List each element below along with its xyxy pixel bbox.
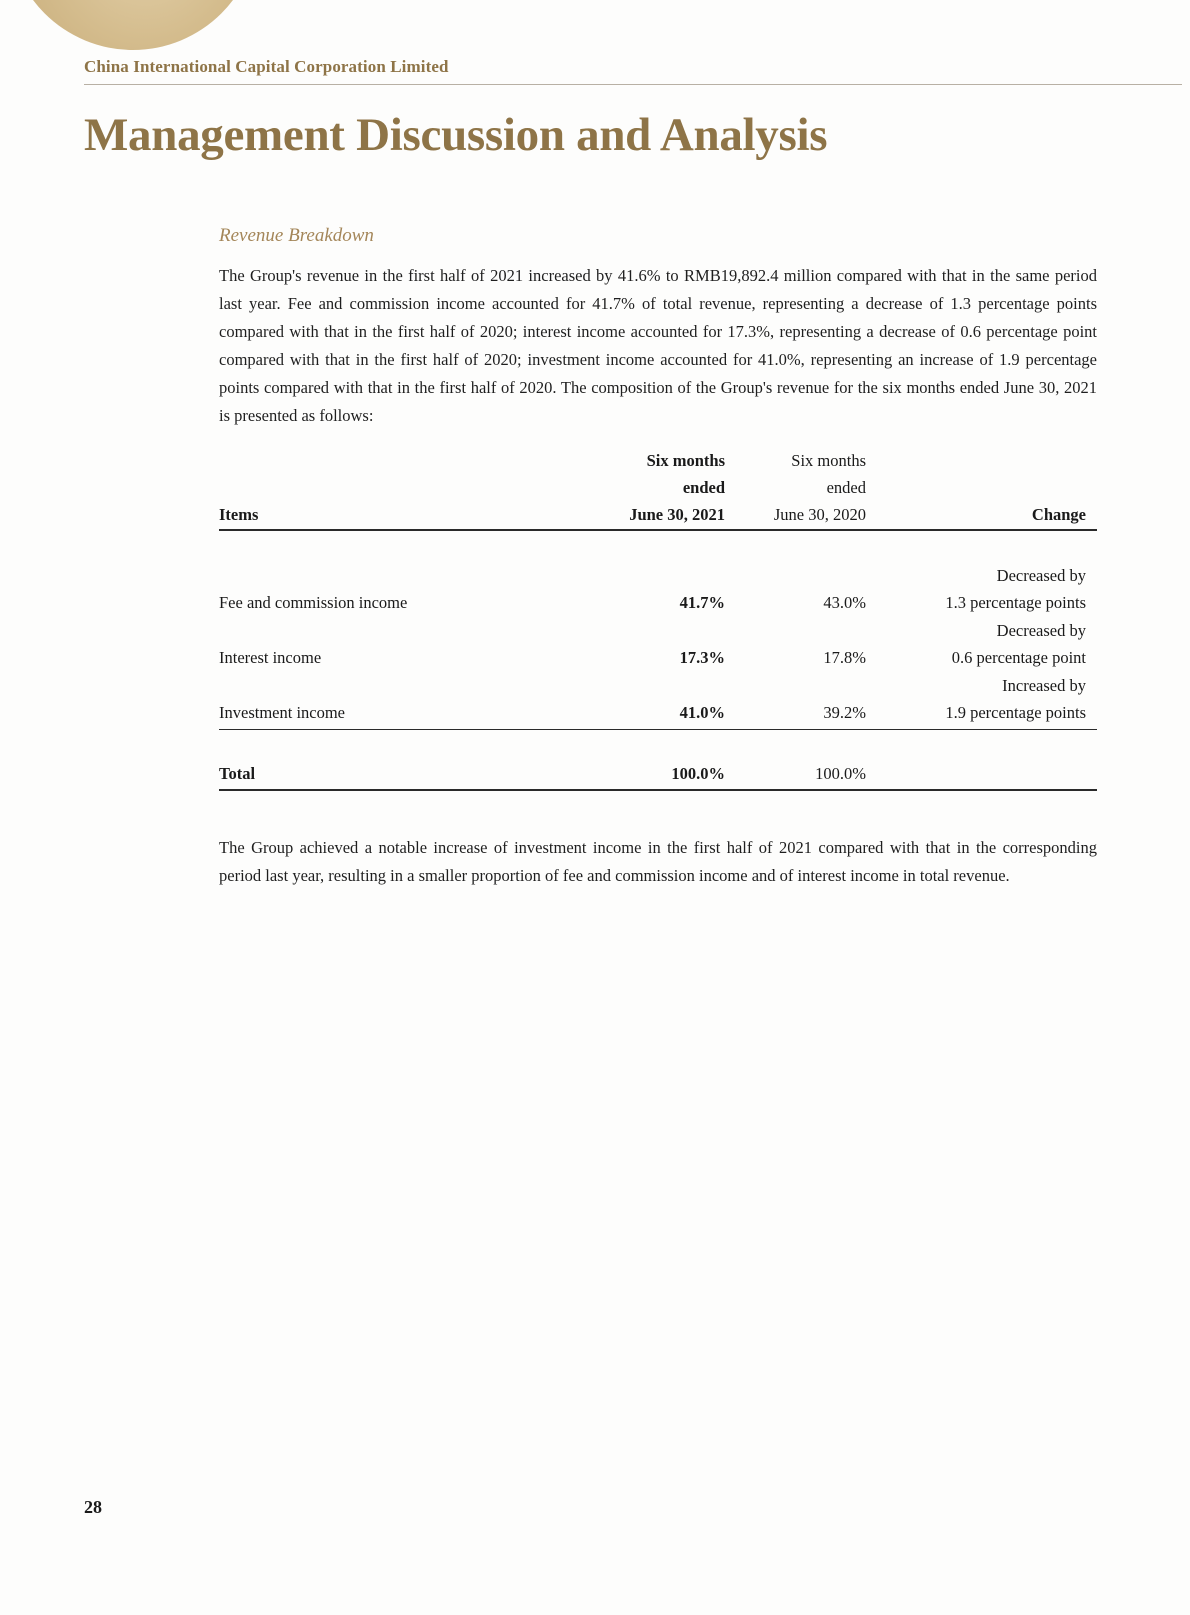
page-number: 28 <box>84 1497 102 1517</box>
section-title: Revenue Breakdown <box>219 225 374 246</box>
row-value-2020: 43.0% <box>823 593 866 612</box>
header-rule <box>219 529 1097 531</box>
company-name: China International Capital Corporation Limited <box>84 57 449 76</box>
page-title: Management Discussion and Analysis <box>84 109 828 161</box>
header-2021-line3: June 30, 2021 <box>629 505 725 524</box>
row-value-2020: 39.2% <box>823 703 866 722</box>
row-change-line1: Increased by <box>1002 676 1086 695</box>
row-value-2020: 17.8% <box>823 648 866 667</box>
total-value-2020: 100.0% <box>815 764 866 783</box>
header-2020-line1: Six months <box>791 451 866 470</box>
row-change-line2: 1.3 percentage points <box>945 593 1086 612</box>
row-item: Investment income <box>219 703 346 722</box>
total-label: Total <box>219 764 256 783</box>
row-value-2021: 41.7% <box>679 593 725 612</box>
header-2021-line2: ended <box>682 478 725 497</box>
row-change-line2: 1.9 percentage points <box>945 703 1086 722</box>
row-item: Fee and commission income <box>219 593 408 612</box>
total-rule <box>219 789 1097 791</box>
decorative-seal <box>8 0 258 50</box>
header-items: Items <box>219 505 259 524</box>
conclusion-paragraph: The Group achieved a notable increase of investment income in the first half of 2021 compared with that in the corresponding period last year, resulting in a smaller proportion of fee and commission income and of interest income in total revenue. <box>219 838 1097 885</box>
row-value-2021: 41.0% <box>679 703 725 722</box>
row-item: Interest income <box>219 648 322 667</box>
row-change-line2: 0.6 percentage point <box>951 648 1086 667</box>
header-2020-line2: ended <box>826 478 866 497</box>
total-value-2021: 100.0% <box>671 764 725 783</box>
header-2020-line3: June 30, 2020 <box>773 505 866 524</box>
row-change-line1: Decreased by <box>996 566 1086 585</box>
body-rule <box>219 729 1097 730</box>
header-change: Change <box>1031 505 1086 524</box>
row-change-line1: Decreased by <box>996 621 1086 640</box>
header-divider <box>84 84 1182 85</box>
header-2021-line1: Six months <box>646 451 725 470</box>
intro-paragraph: The Group's revenue in the first half of 2021 increased by 41.6% to RMB19,892.4 million compared with that in the same period last year. Fee and commission income accounted for 41.7% of total revenue, representing a decrease of 1.3 percentage points compared with that in the first half of 2020; interest income accounted for 17.3%, representing a decrease of 0.6 percentage point compared with that in the first half of 2020; investment income accounted for 41.0%, representing an increase of 1.9 percentage points compared with that in the first half of 2020. The composition of the Group's revenue for the six months ended June 30, 2021 is presented as follows: <box>219 266 1097 425</box>
row-value-2021: 17.3% <box>679 648 725 667</box>
